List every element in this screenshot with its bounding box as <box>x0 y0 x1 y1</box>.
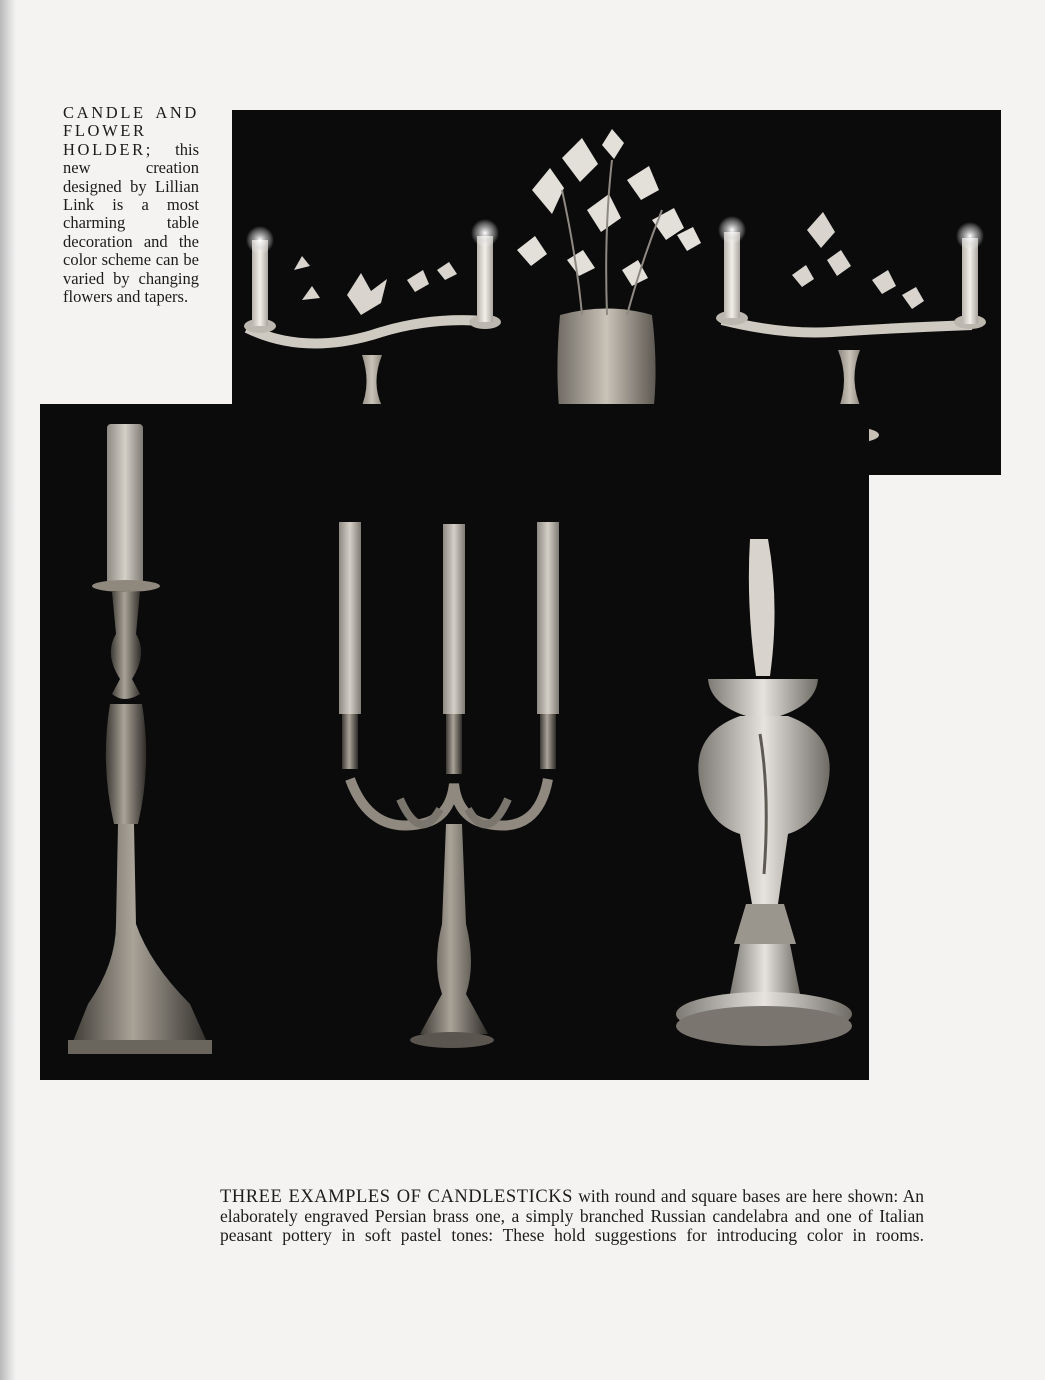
italian-pottery-candlestick <box>676 539 852 1046</box>
candlesticks-caption-body: with round and square bases are here shown: An elaborately engraved Persian brass one, a simply branched Russian candelabra and one of Italian peasant pottery in soft pastel tones: These hold suggestions for introducing color in rooms. <box>220 1186 924 1245</box>
flower-holder-caption-lead: CANDLE AND FLOWER HOLDER; <box>63 103 199 159</box>
flower-holder-caption-body: this new creation designed by Lillian Link is a most charming table decoration and the color scheme can be varied by changing flowers and tapers. <box>63 139 199 307</box>
page-gutter-shadow <box>0 0 16 1380</box>
photo-join <box>832 470 869 480</box>
three-candlesticks-illustration <box>40 404 869 1080</box>
flower-holder-caption <box>63 104 199 306</box>
center-flower-vase <box>517 129 701 445</box>
candlesticks-caption <box>220 1187 924 1245</box>
candlesticks-caption-lead: THREE EXAMPLES OF CANDLESTICKS <box>220 1187 573 1207</box>
three-candlesticks-photo <box>40 404 869 1080</box>
russian-candelabra <box>339 522 559 1048</box>
persian-brass-candlestick <box>68 424 212 1054</box>
